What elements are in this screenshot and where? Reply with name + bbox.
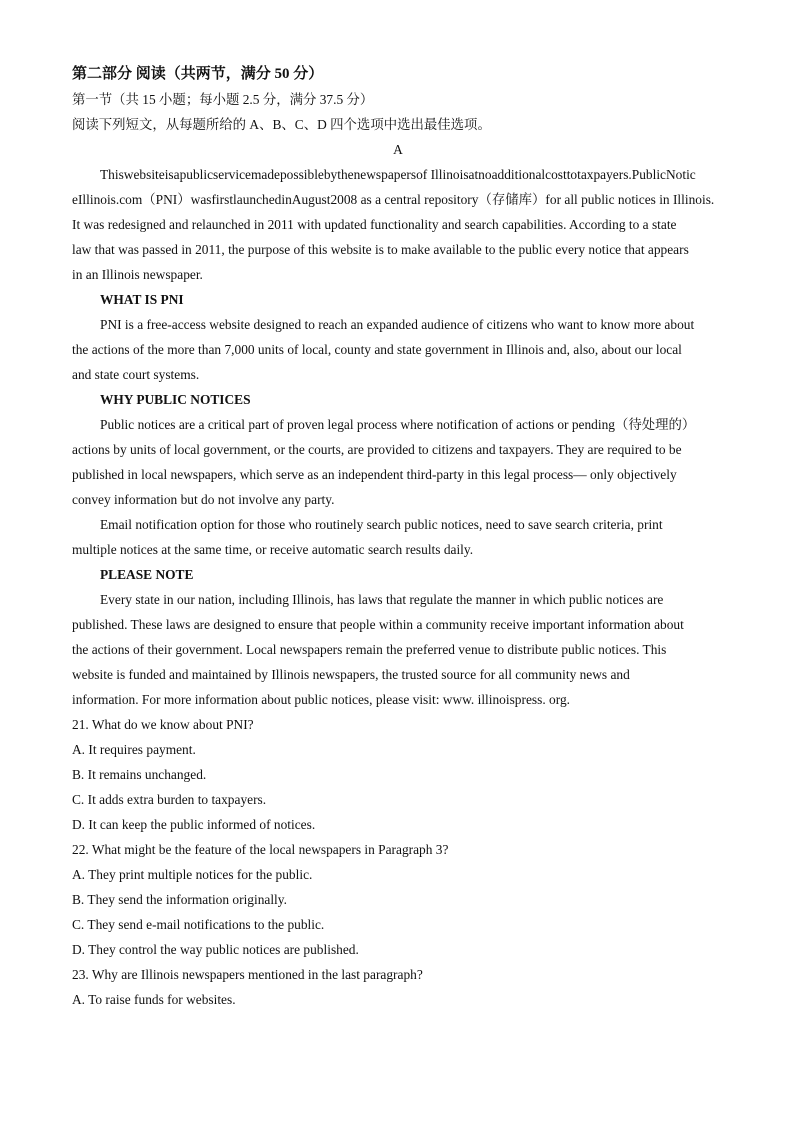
paragraph-please-note: [72, 587, 724, 712]
section-title: 第二部分 阅读（共两节，满分 50 分）: [72, 66, 324, 82]
text-line: Every state in our nation, including Illinois, has laws that regulate the manner in which public notices are: [100, 592, 664, 607]
text-line: actions by units of local government, or the courts, are provided to citizens and taxpayers. They are required to be: [72, 442, 682, 457]
option-a: A. It requires payment.: [72, 742, 196, 757]
question-22: [72, 837, 724, 962]
section-subtitle: 第一节（共 15 小题；每小题 2.5 分，满分 37.5 分）: [72, 92, 374, 107]
question-stem: 22. What might be the feature of the local newspapers in Paragraph 3?: [72, 842, 449, 857]
paragraph-what-is-pni: [72, 312, 724, 387]
question-stem: 23. Why are Illinois newspapers mentioned in the last paragraph?: [72, 967, 423, 982]
heading-why-public-notices: WHY PUBLIC NOTICES: [100, 392, 251, 407]
text-line: Email notification option for those who routinely search public notices, need to save search criteria, print: [100, 517, 663, 532]
text-line: eIllinois.com（PNI）wasfirstlaunchedinAugust2008 as a central repository（存储库）for all public notices in Illinois.: [72, 192, 715, 207]
text-line: PNI is a free-access website designed to reach an expanded audience of citizens who want to know more about: [100, 317, 695, 332]
question-stem: 21. What do we know about PNI?: [72, 717, 254, 732]
question-21: [72, 712, 724, 837]
text-line: and state court systems.: [72, 367, 200, 382]
paragraph-email-notification: [72, 512, 724, 562]
option-b: B. They send the information originally.: [72, 892, 287, 907]
heading-what-is-pni: WHAT IS PNI: [100, 292, 184, 307]
passage-label: A: [393, 142, 403, 157]
text-line: Public notices are a critical part of proven legal process where notification of actions or pending（待处理的）: [100, 417, 696, 432]
passage-intro: [72, 162, 724, 287]
instruction: 阅读下列短文，从每题所给的 A、B、C、D 四个选项中选出最佳选项。: [72, 117, 491, 132]
text-line: multiple notices at the same time, or receive automatic search results daily.: [72, 542, 474, 557]
text-line: the actions of their government. Local newspapers remain the preferred venue to distribute public notices. This: [72, 642, 667, 657]
text-line: It was redesigned and relaunched in 2011 with updated functionality and search capabilities. According to a state: [72, 217, 677, 232]
option-a: A. They print multiple notices for the public.: [72, 867, 313, 882]
text-line: convey information but do not involve any party.: [72, 492, 335, 507]
text-line: the actions of the more than 7,000 units of local, county and state government in Illinois and, also, about our local: [72, 342, 682, 357]
text-line: website is funded and maintained by Illinois newspapers, the trusted source for all community news and: [72, 667, 630, 682]
text-line: information. For more information about public notices, please visit: www. illinoispress. org.: [72, 692, 570, 707]
option-d: D. It can keep the public informed of notices.: [72, 817, 316, 832]
question-23: [72, 962, 724, 1012]
option-c: C. It adds extra burden to taxpayers.: [72, 792, 267, 807]
text-line: published. These laws are designed to ensure that people within a community receive important information about: [72, 617, 684, 632]
option-d: D. They control the way public notices are published.: [72, 942, 359, 957]
document-page: [72, 62, 724, 1012]
option-a: A. To raise funds for websites.: [72, 992, 236, 1007]
text-line: published in local newspapers, which serve as an independent third-party in this legal process— only objectively: [72, 467, 677, 482]
text-line: in an Illinois newspaper.: [72, 267, 203, 282]
text-line: Thiswebsiteisapublicservicemadepossiblebythenewspapersof Illinoisatnoadditionalcosttotaxpayers.PublicNotic: [100, 167, 696, 182]
option-c: C. They send e-mail notifications to the public.: [72, 917, 325, 932]
heading-please-note: PLEASE NOTE: [100, 567, 194, 582]
text-line: law that was passed in 2011, the purpose of this website is to make available to the public every notice that appears: [72, 242, 689, 257]
paragraph-why-public-notices: [72, 412, 724, 512]
option-b: B. It remains unchanged.: [72, 767, 207, 782]
